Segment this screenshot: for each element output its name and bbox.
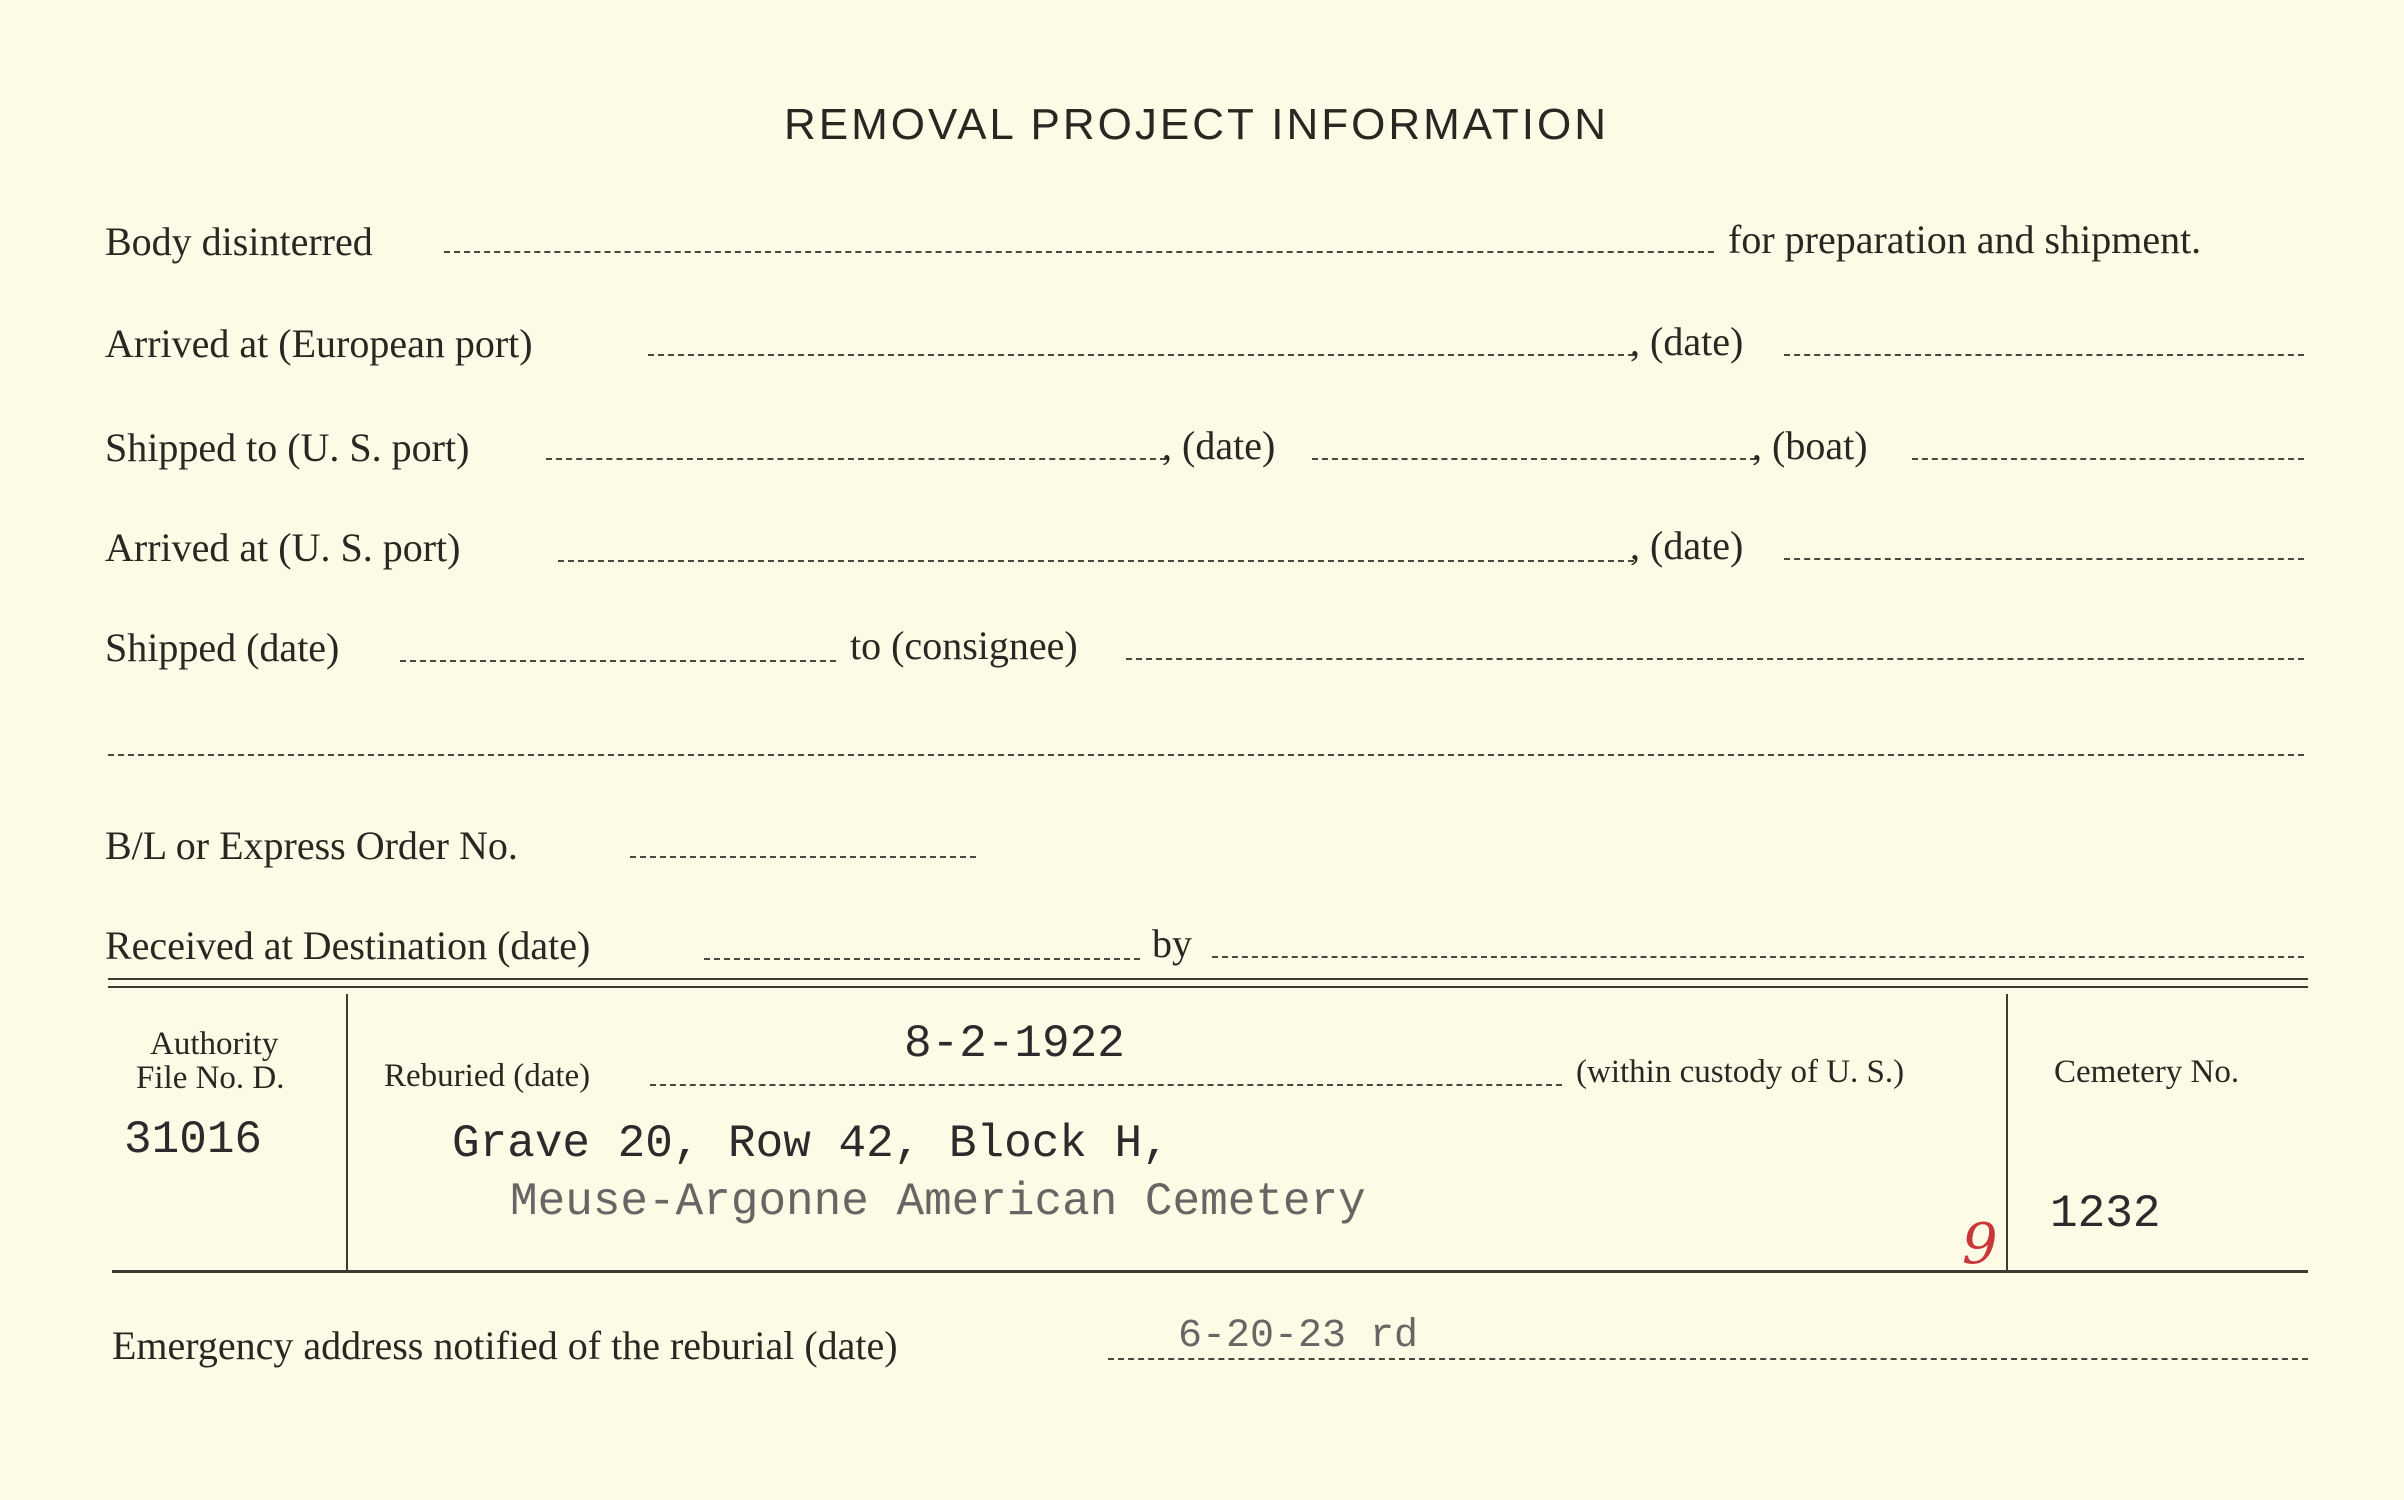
shipped-us-date-label: , (date) [1162,423,1276,468]
arrived-european-date-line [1784,354,2304,356]
reburied-date-line [650,1084,1562,1086]
arrived-european-date-label: , (date) [1630,319,1744,364]
consignee-line [1126,658,2304,660]
emergency-label: Emergency address notified of the reburial (date) [112,1323,898,1368]
form-title [784,100,1609,150]
reburied-date-value: 8-2-1922 [904,1018,1125,1070]
box-top-rule-1 [108,978,2308,980]
cemetery-number: 1232 [2050,1188,2161,1240]
consignee-label: to (consignee) [850,623,1078,668]
grave-location-line1: Grave 20, Row 42, Block H, [452,1118,1170,1170]
shipped-date-label: Shipped (date) [105,625,340,670]
custody-label: (within custody of U. S.) [1576,1054,1905,1090]
body-disinterred-line [444,251,1714,253]
arrived-us-port-line [558,560,1634,562]
authority-file-number: 31016 [124,1114,263,1166]
arrived-european-port-label: Arrived at (European port) [105,321,533,366]
shipped-us-date-line [1312,458,1756,460]
received-destination-label: Received at Destination (date) [105,923,591,968]
shipped-us-boat-line [1912,458,2304,460]
bl-express-line [630,856,976,858]
form-title-text: REMOVAL PROJECT INFORMATION [784,100,1609,149]
reburied-date-label: Reburied (date) [384,1058,591,1094]
shipped-us-port-line [546,458,1166,460]
arrived-us-date-label: , (date) [1630,523,1744,568]
body-disinterred-label: Body disinterred [105,219,373,264]
box-divider-right [2006,994,2008,1270]
box-top-rule-2 [108,986,2308,988]
emergency-date-value: 6-20-23 rd [1178,1314,1419,1359]
body-disinterred-suffix: for preparation and shipment. [1728,217,2202,262]
consignee-continuation-line [108,754,2304,756]
received-destination-line [704,958,1140,960]
authority-label-line2: File No. D. [136,1060,285,1096]
arrived-us-port-label: Arrived at (U. S. port) [105,525,461,570]
received-by-line [1212,956,2304,958]
arrived-european-port-line [648,354,1634,356]
shipped-us-boat-label: , (boat) [1752,423,1868,468]
shipped-us-port-label: Shipped to (U. S. port) [105,425,470,470]
grave-location-line2: Meuse-Argonne American Cemetery [510,1176,1366,1228]
bl-express-label: B/L or Express Order No. [105,823,518,868]
shipped-date-line [400,660,836,662]
authority-label-line1: Authority [150,1026,279,1062]
arrived-us-date-line [1784,558,2304,560]
received-by-label: by [1152,921,1192,966]
box-divider-left [346,994,348,1270]
red-pencil-mark: 9 [1962,1212,1998,1277]
cemetery-label: Cemetery No. [2054,1054,2240,1090]
